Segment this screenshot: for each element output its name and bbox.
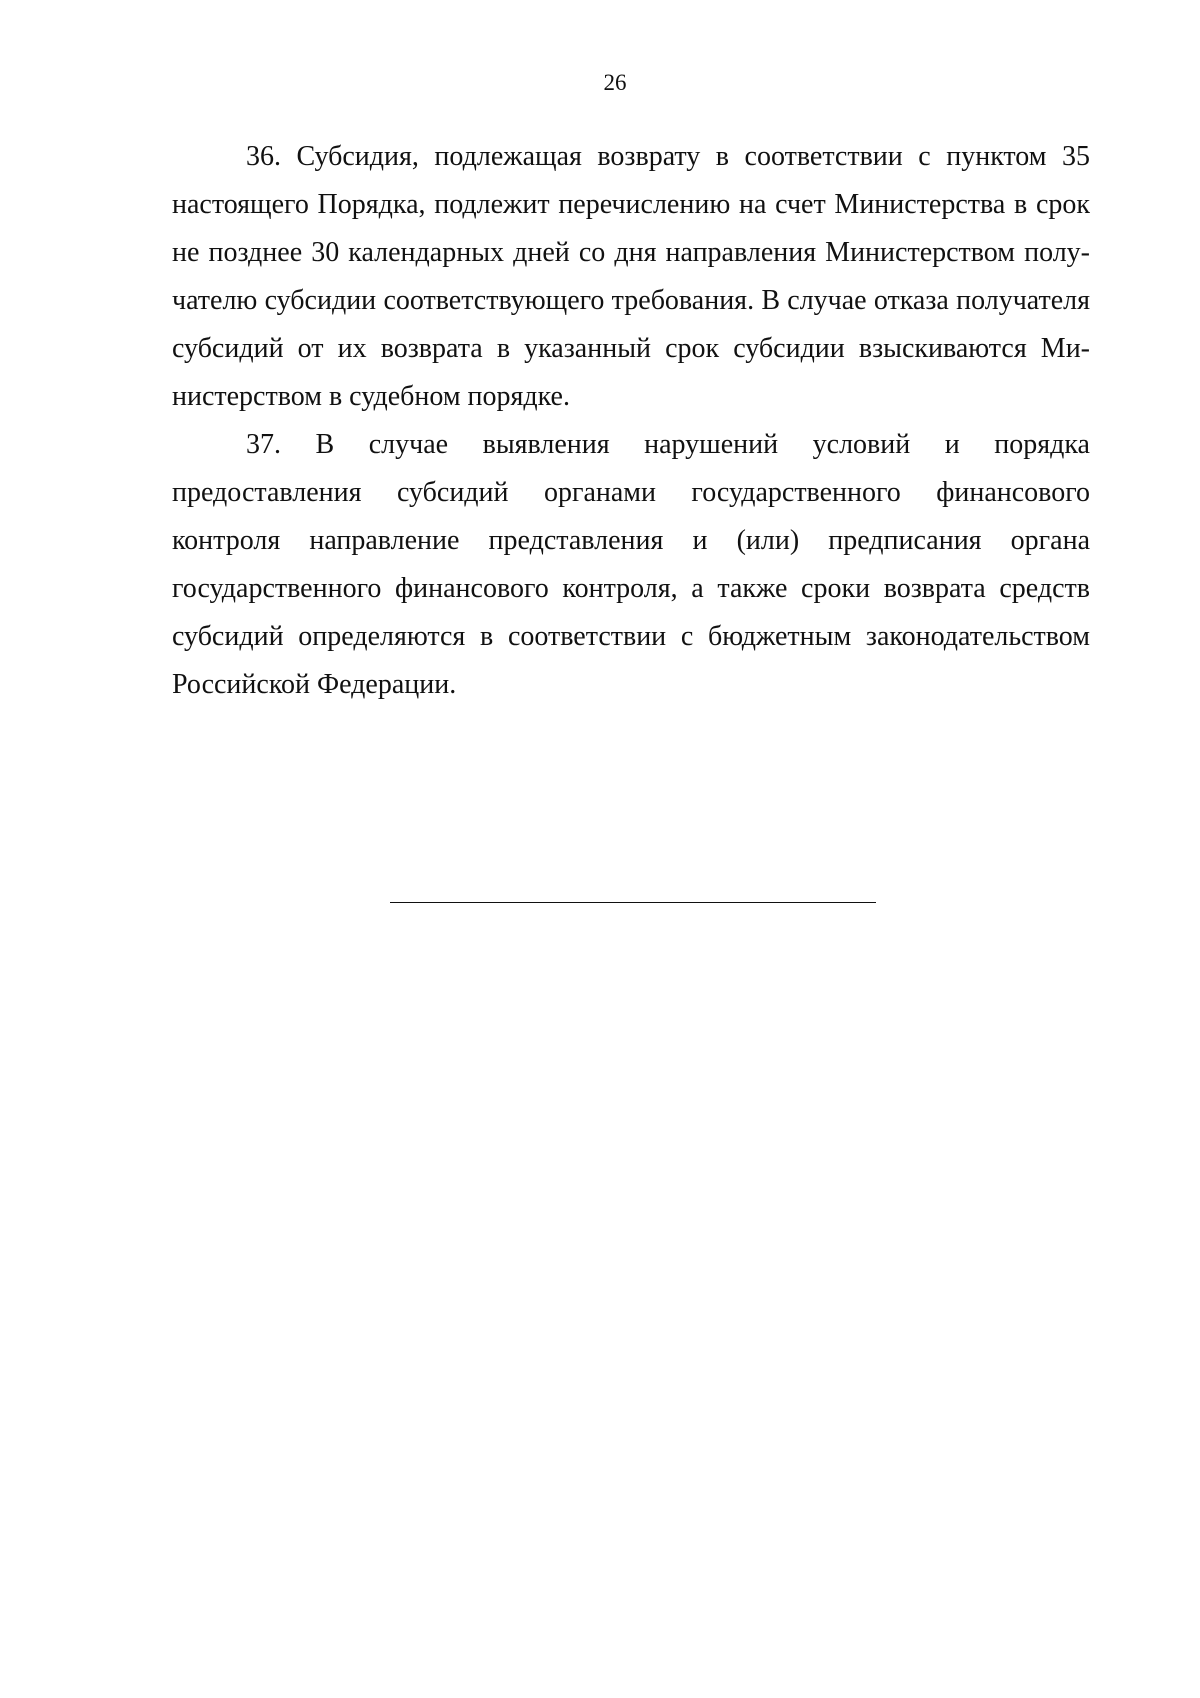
end-of-document-rule: [390, 902, 876, 903]
document-body: [172, 133, 1090, 709]
page-number: 26: [603, 70, 627, 95]
paragraph-36: 36. Субсидия, подлежащая возврату в соответствии с пунктом 35 настоящего Порядка, подлежит перечислению на счет Министерства в срок не позднее 30 календарных дней со дня направления Министерством получателю субсидии соответствующего требования. В случае отказа получателя субсидий от их возврата в указанный срок субсидии взыскиваются Министерством в судебном порядке.: [172, 141, 1090, 412]
paragraph-37: 37. В случае выявления нарушений условий и порядка предоставления субсидий органами государственного финансового контроля направление представления и (или) предписания органа государственного финансового контроля, а также сроки возврата средств субсидий определяются в соответствии с бюджетным законодательством Российской Федерации.: [172, 429, 1090, 700]
